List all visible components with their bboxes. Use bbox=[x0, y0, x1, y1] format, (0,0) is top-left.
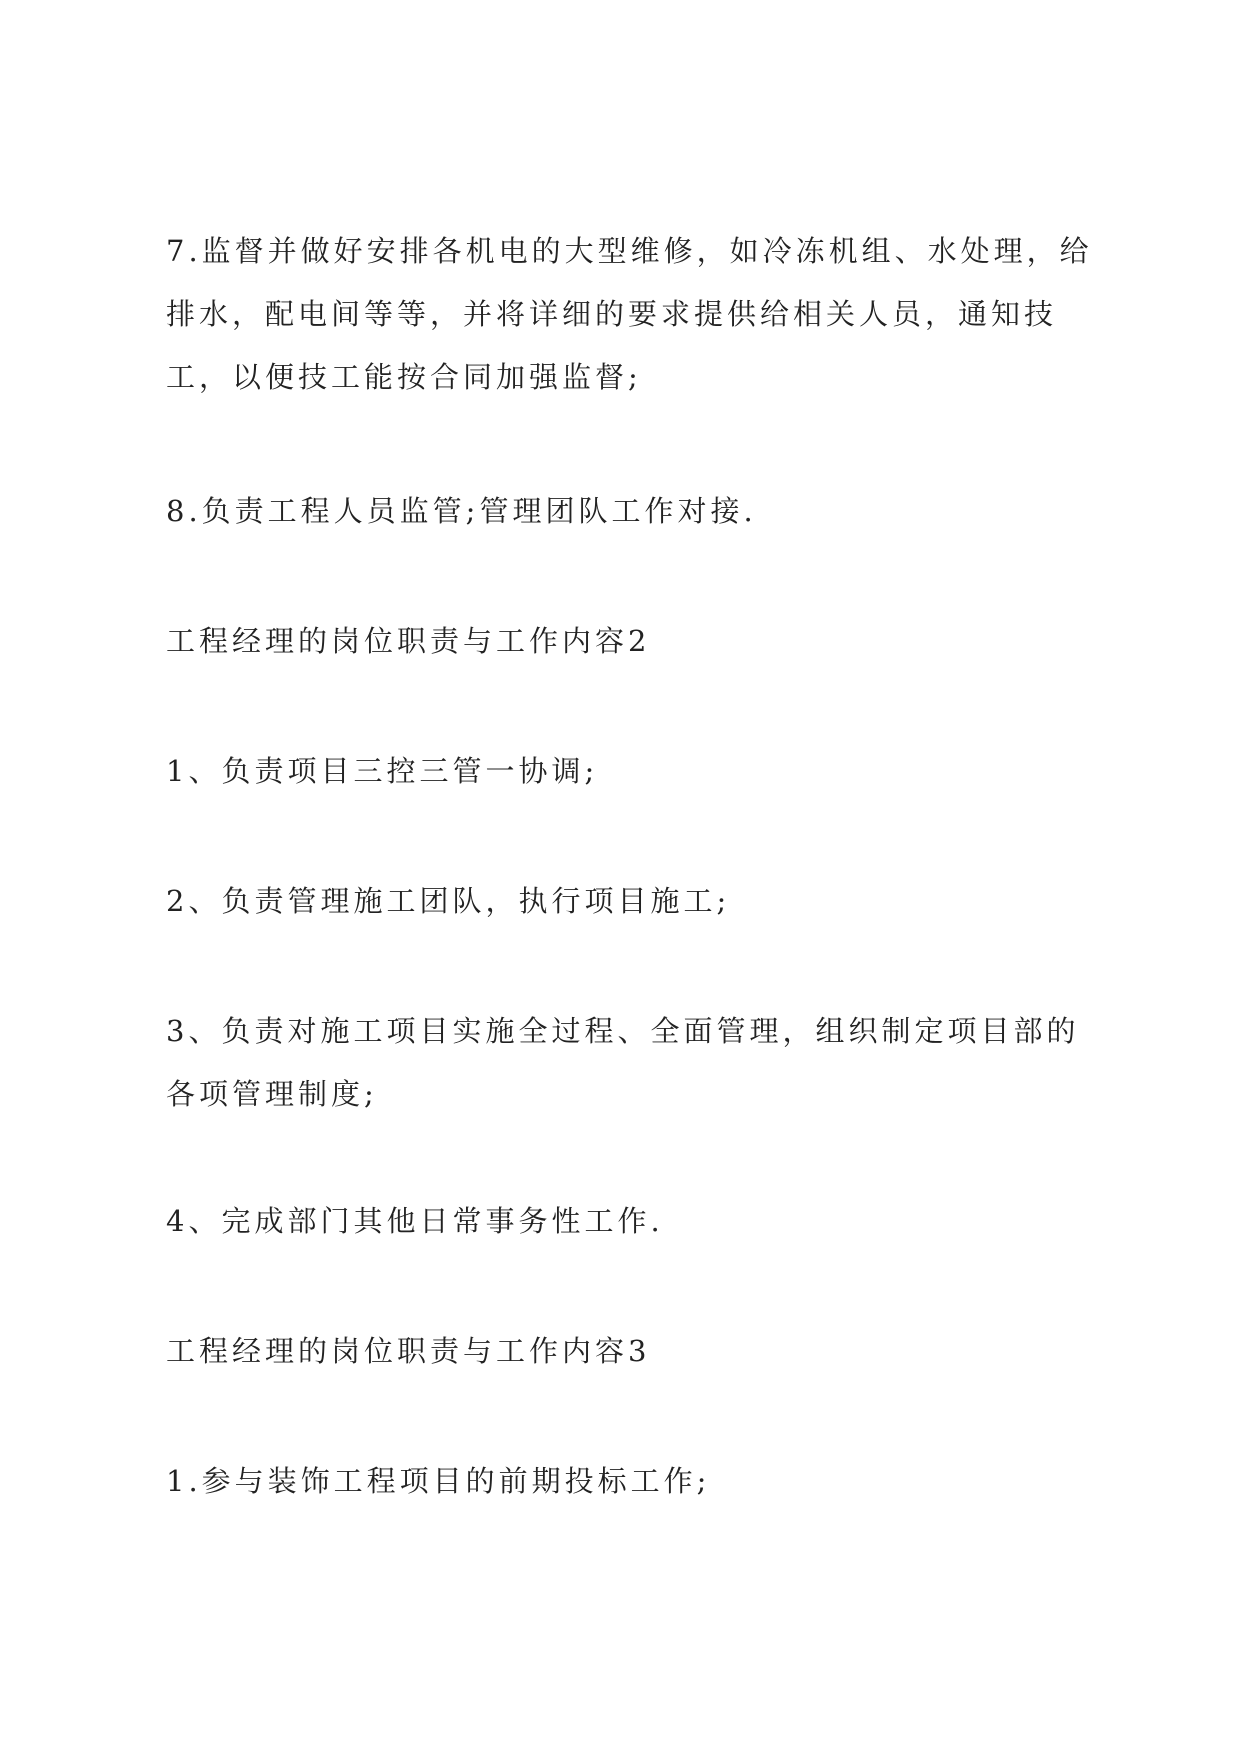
paragraph-item-2: 2、负责管理施工团队，执行项目施工; bbox=[166, 884, 731, 918]
paragraph-item-7: 7.监督并做好安排各机电的大型维修，如冷冻机组、水处理，给排水，配电间等等，并将详细的要求提供给相关人员，通知技工，以便技工能按合同加强监督; bbox=[166, 234, 1093, 394]
section-heading-2: 工程经理的岗位职责与工作内容2 bbox=[166, 624, 651, 658]
paragraph-item-1: 1、负责项目三控三管一协调; bbox=[166, 754, 599, 788]
paragraph-item-3: 3、负责对施工项目实施全过程、全面管理，组织制定项目部的各项管理制度; bbox=[166, 1014, 1080, 1111]
paragraph-item-4: 4、完成部门其他日常事务性工作. bbox=[166, 1204, 664, 1238]
paragraph-item-8: 8.负责工程人员监管;管理团队工作对接. bbox=[166, 494, 757, 528]
section-heading-3: 工程经理的岗位职责与工作内容3 bbox=[166, 1334, 651, 1368]
paragraph-item-1-section-3: 1.参与装饰工程项目的前期投标工作; bbox=[166, 1464, 711, 1498]
